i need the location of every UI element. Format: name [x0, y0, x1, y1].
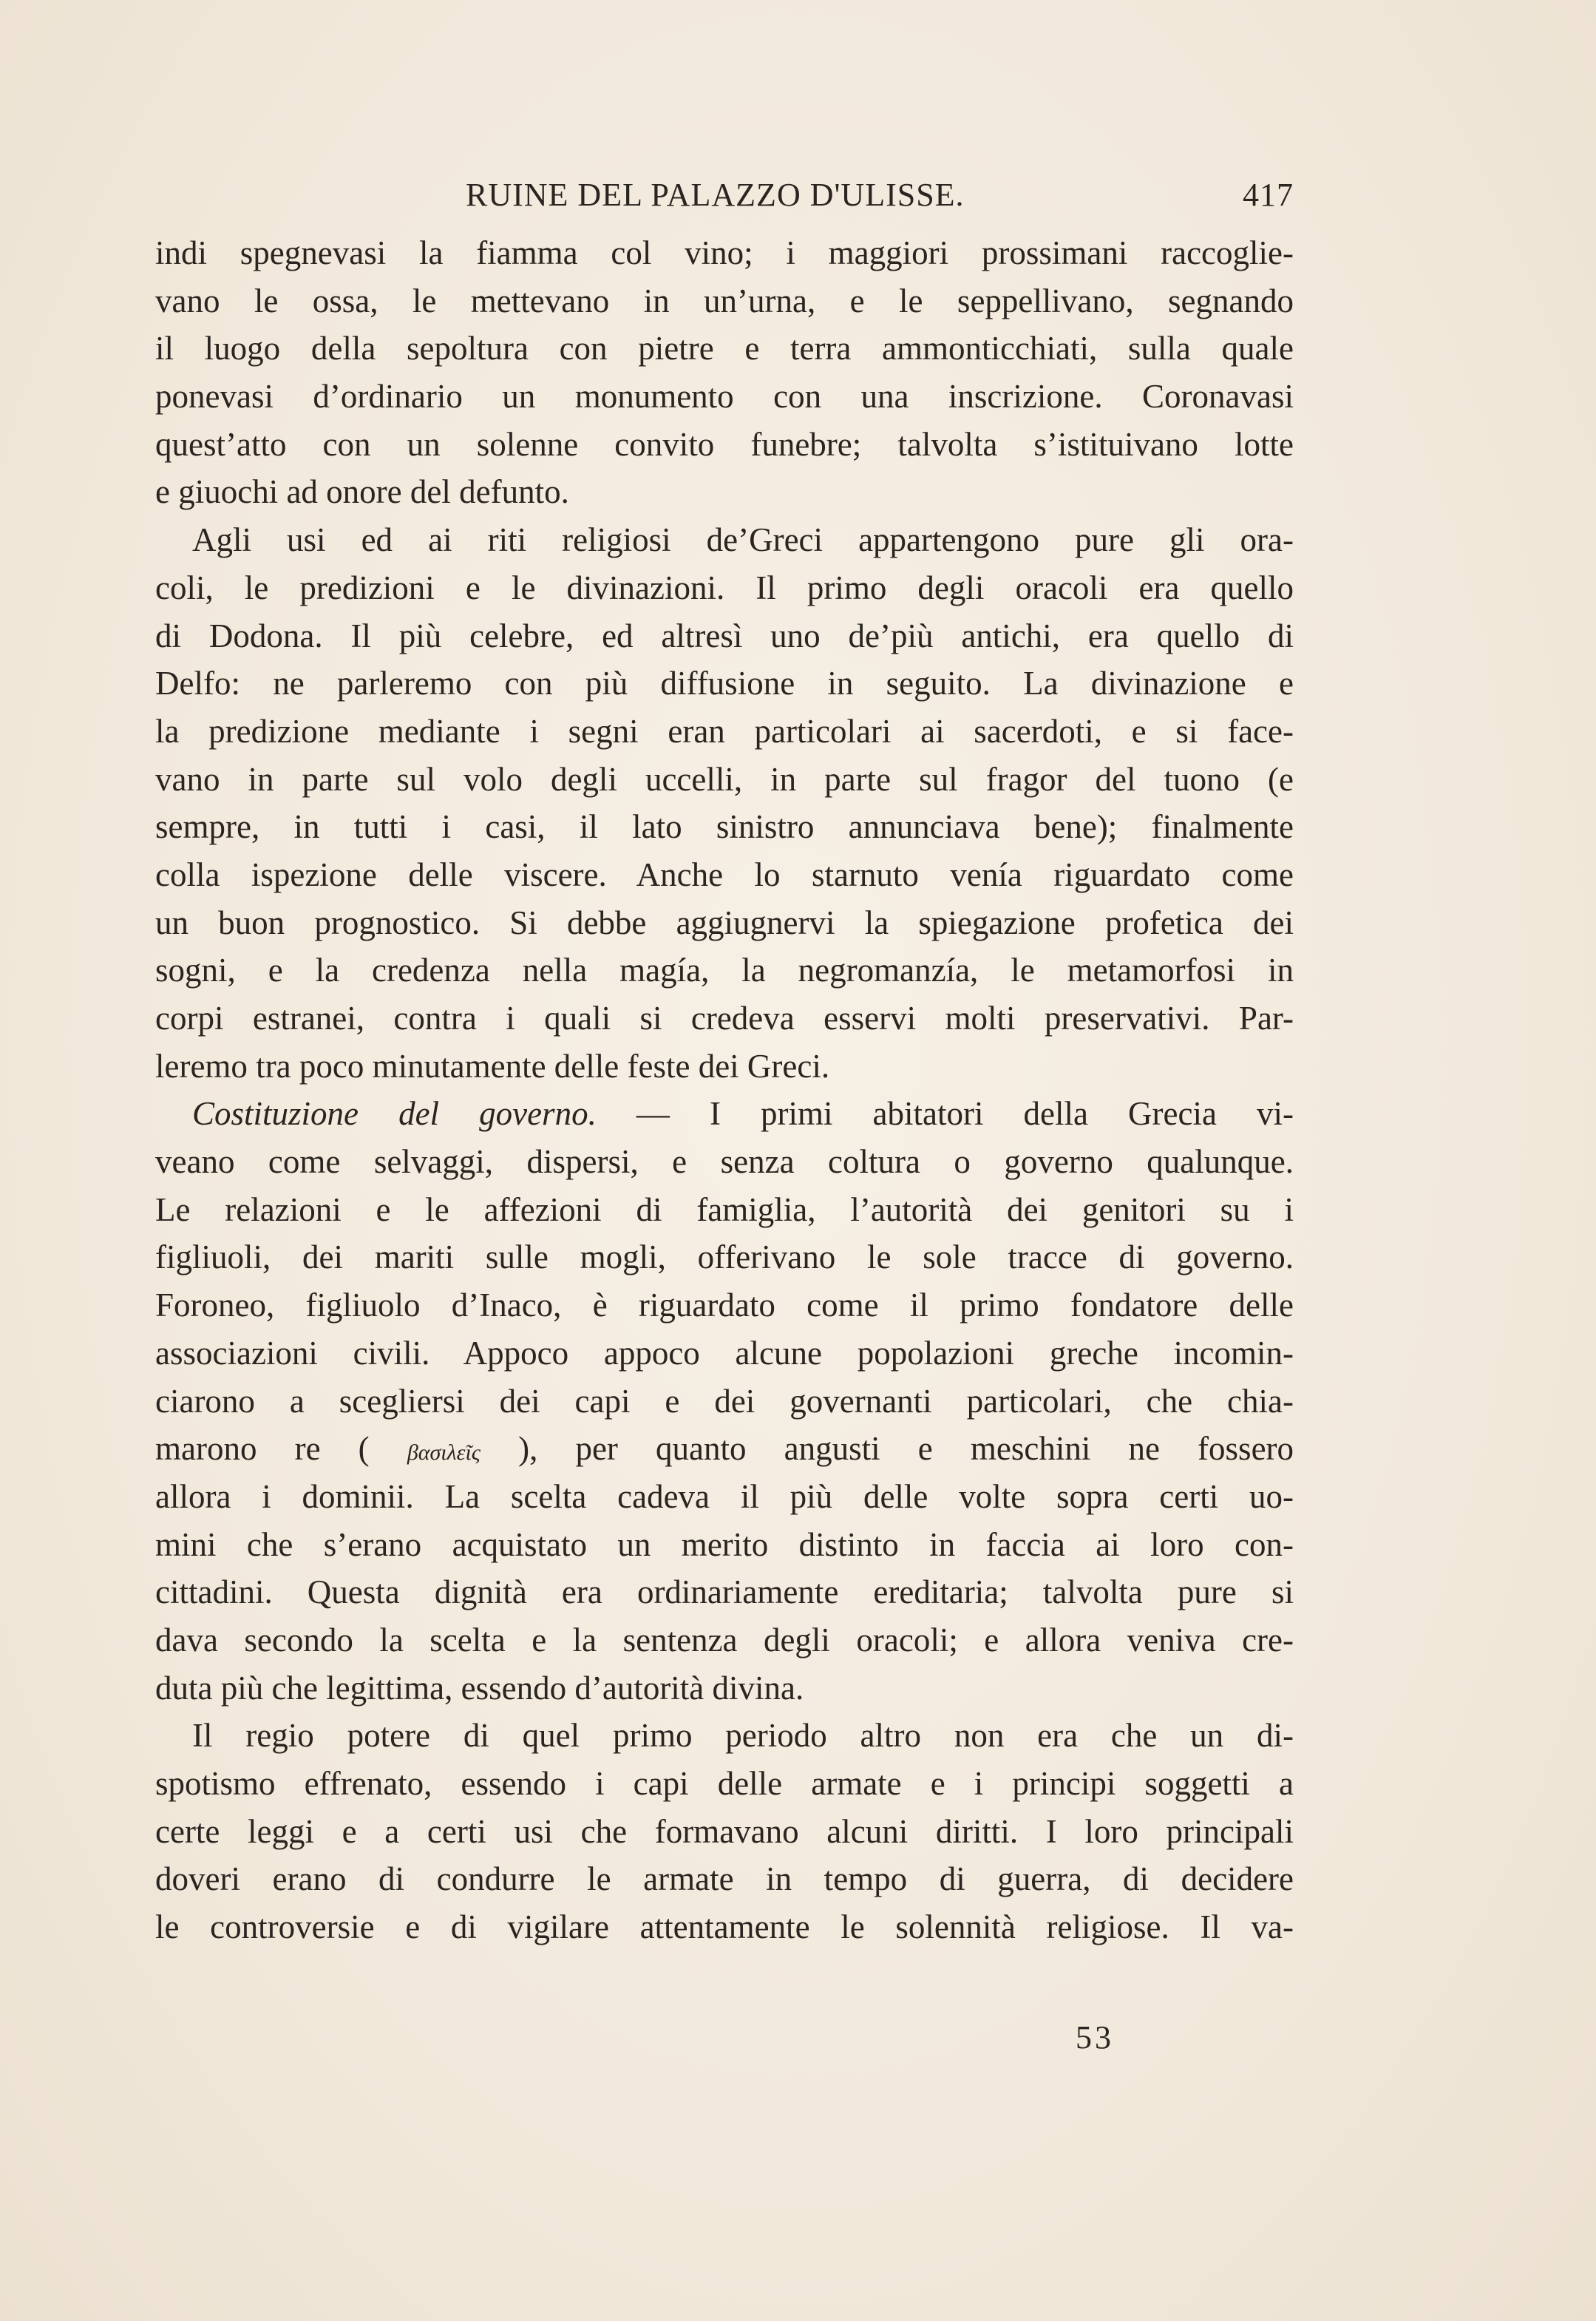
text-line: il luogo della sepoltura con pietre e terra ammonticchiati, sulla quale: [155, 330, 1294, 367]
text-fragment: ), per quanto angusti e meschini ne fossero: [518, 1430, 1294, 1468]
text-line: ponevasi d’ordinario un monumento con una inscrizione. Coronavasi: [155, 378, 1294, 416]
text-line: di Dodona. Il più celebre, ed altresì uno de’più antichi, era quello di: [155, 617, 1294, 654]
text-line: le controversie e di vigilare attentamente le solennità religiose. Il va-: [155, 1908, 1294, 1946]
greek-word: βασιλεῖς: [407, 1440, 481, 1466]
text-line: certe leggi e a certi usi che formavano alcuni diritti. I loro principali: [155, 1812, 1294, 1850]
text-line: duta più che legittima, essendo d’autorità divina.: [155, 1669, 804, 1707]
text-line: vano in parte sul volo degli uccelli, in parte sul fragor del tuono (e: [155, 760, 1294, 798]
text-line: leremo tra poco minutamente delle feste dei Greci.: [155, 1047, 830, 1085]
text-line: e giuochi ad onore del defunto.: [155, 473, 569, 511]
text-line: veano come selvaggi, dispersi, e senza coltura o governo qualunque.: [155, 1143, 1294, 1181]
text-line-with-greek: [155, 1425, 1294, 1473]
running-header: [155, 176, 1294, 220]
text-line: quest’atto con un solenne convito funebre; talvolta s’istituivano lotte: [155, 425, 1294, 463]
text-line: sempre, in tutti i casi, il lato sinistro annunciava bene); finalmente: [155, 808, 1294, 846]
text-line: Le relazioni e le affezioni di famiglia, l’autorità dei genitori su i: [155, 1190, 1294, 1228]
text-line: Delfo: ne parleremo con più diffusione in seguito. La divinazione e: [155, 665, 1294, 702]
text-line: coli, le predizioni e le divinazioni. Il primo degli oracoli era quello: [155, 569, 1294, 606]
running-title: RUINE DEL PALAZZO D'ULISSE.: [466, 177, 965, 213]
page-number: 417: [1243, 177, 1294, 213]
text-line: dava secondo la scelta e la sentenza degli oracoli; e allora veniva cre-: [155, 1621, 1294, 1658]
text-line: figliuoli, dei mariti sulle mogli, offerivano le sole tracce di governo.: [155, 1239, 1294, 1276]
text-line: un buon prognostico. Si debbe aggiugnervi la spiegazione profetica dei: [155, 904, 1294, 941]
body-text: [155, 229, 1294, 1951]
text-line: la predizione mediante i segni eran particolari ai sacerdoti, e si face-: [155, 712, 1294, 750]
section-heading-continuation: — I primi abitatori della Grecia vi-: [596, 1095, 1294, 1133]
paragraph-start: Agli usi ed ai riti religiosi de’Greci appartengono pure gli ora-: [192, 521, 1294, 559]
text-line: cittadini. Questa dignità era ordinariamente ereditaria; talvolta pure si: [155, 1573, 1294, 1611]
text-line: vano le ossa, le mettevano in un’urna, e le seppellivano, segnando: [155, 282, 1294, 319]
text-line: sogni, e la credenza nella magía, la negromanzía, le metamorfosi in: [155, 952, 1294, 989]
text-line: allora i dominii. La scelta cadeva il più delle volte sopra certi uo-: [155, 1477, 1294, 1515]
text-line: Foroneo, figliuolo d’Inaco, è riguardato come il primo fondatore delle: [155, 1287, 1294, 1324]
text-line: mini che s’erano acquistato un merito distinto in faccia ai loro con-: [155, 1525, 1294, 1563]
text-line: ciarono a scegliersi dei capi e dei governanti particolari, che chia-: [155, 1382, 1294, 1420]
text-line: associazioni civili. Appoco appoco alcune popolazioni greche incomin-: [155, 1334, 1294, 1372]
section-heading: Costituzione del governo.: [192, 1095, 597, 1133]
text-line: corpi estranei, contra i quali si credeva esservi molti preservativi. Par-: [155, 1000, 1294, 1037]
text-fragment: marono re (: [155, 1430, 370, 1468]
text-line: spotismo effrenato, essendo i capi delle armate e i principi soggetti a: [155, 1765, 1294, 1802]
text-line: doveri erano di condurre le armate in tempo di guerra, di decidere: [155, 1860, 1294, 1898]
text-line: indi spegnevasi la fiamma col vino; i maggiori prossimani raccoglie-: [155, 234, 1294, 271]
paragraph-start: Il regio potere di quel primo periodo altro non era che un di-: [192, 1717, 1294, 1755]
section-heading-line: [155, 1090, 1294, 1138]
text-line: colla ispezione delle viscere. Anche lo starnuto venía riguardato come: [155, 855, 1294, 893]
signature-mark: 53: [1076, 2019, 1114, 2056]
